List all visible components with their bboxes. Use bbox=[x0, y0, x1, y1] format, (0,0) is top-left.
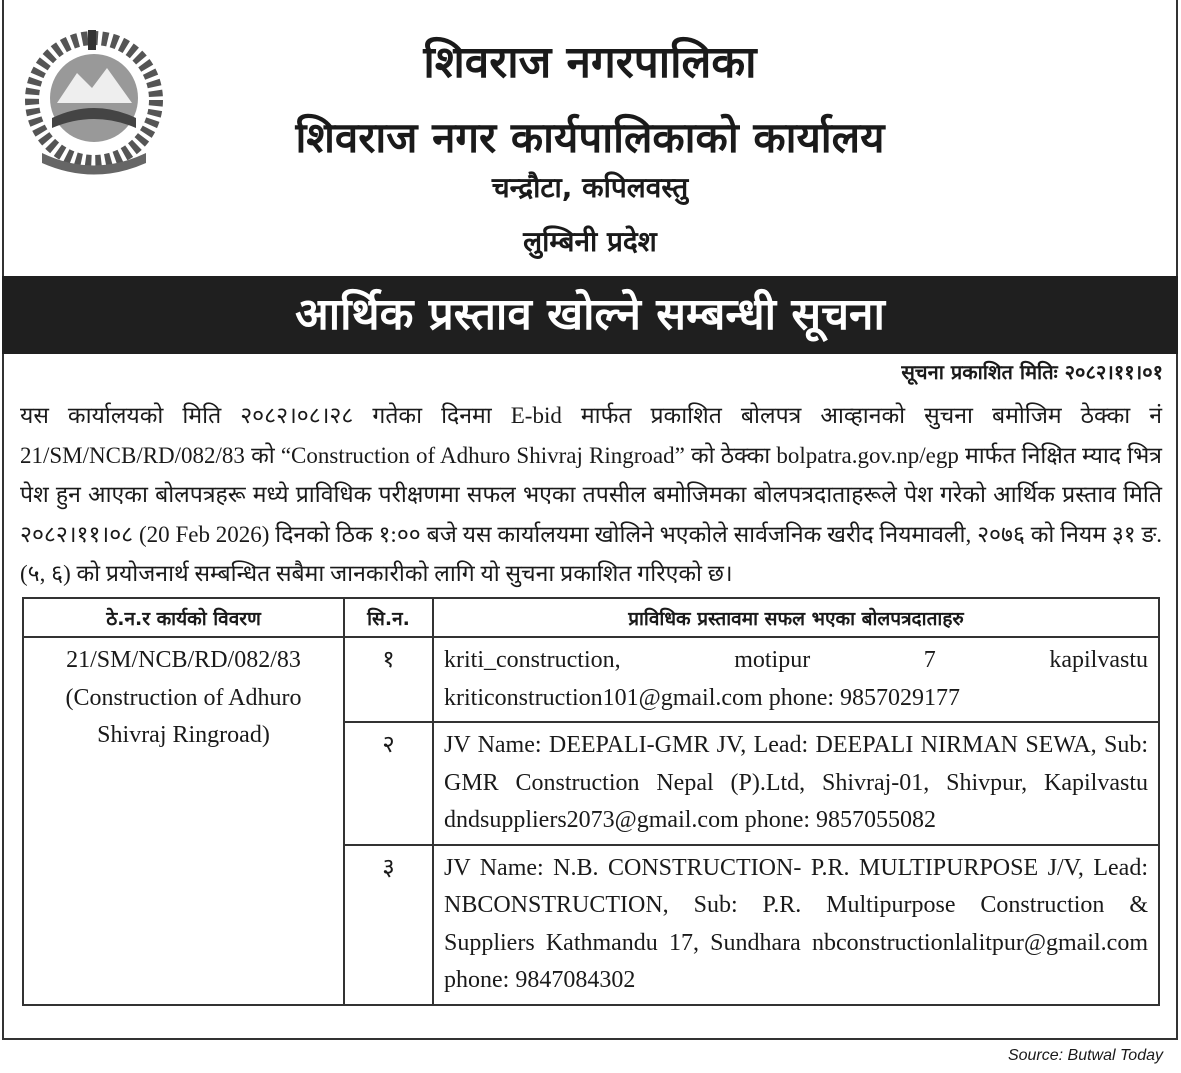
table-row bbox=[23, 637, 1159, 722]
bidder-cell: kriti_construction, motipur 7 kapilvastu kriticonstruction101@gmail.com phone: 9857029177 bbox=[433, 637, 1159, 722]
sn-cell: १ bbox=[344, 637, 433, 722]
notice-body: यस कार्यालयको मिति २०८२।०८।२८ गतेका दिनमा E-bid मार्फत प्रकाशित बोलपत्र आव्हानको सुचना बमोजिम ठेक्का नं 21/SM/NCB/RD/082/83 को “Construction of Adhuro Shivraj Ringroad” को ठेक्का bolpatra.gov.np/egp मार्फत निक्षित म्याद भित्र पेश हुन आएका बोलपत्रहरू मध्ये प्राविधिक परीक्षणमा सफल भएका तपसील बमोजिमका बोलपत्रदाताहरूले पेश गरेको आर्थिक प्रस्ताव मिति २०८२।११।०८ (20 Feb 2026) दिनको ठिक १:०० बजे यस कार्यालयमा खोलिने भएकोले सार्वजनिक खरीद नियमावली, २०७६ को नियम ३१ ङ. (५, ६) को प्रयोजनार्थ सम्बन्धित सबैमा जानकारीको लागि यो सुचना प्रकाशित गरिएको छ। bbox=[20, 403, 1162, 586]
office-title: शिवराज नगर कार्यपालिकाको कार्यालय bbox=[295, 113, 885, 162]
municipality-title: शिवराज नगरपालिका bbox=[423, 37, 757, 88]
header-contract: ठे.न.र कार्यको विवरण bbox=[23, 598, 344, 637]
sn-cell: ३ bbox=[344, 845, 433, 1005]
header-sn: सि.न. bbox=[344, 598, 433, 637]
address: चन्द्रौटा, कपिलवस्तु bbox=[491, 171, 689, 204]
sn-cell: २ bbox=[344, 722, 433, 845]
notice-banner: आर्थिक प्रस्ताव खोल्ने सम्बन्धी सूचना bbox=[2, 276, 1178, 354]
bidder-cell: JV Name: DEEPALI-GMR JV, Lead: DEEPALI NIRMAN SEWA, Sub: GMR Construction Nepal (P).Ltd, Shivraj-01, Shivpur, Kapilvastu dndsuppliers2073@gmail.com phone: 9857055082 bbox=[433, 722, 1159, 845]
nepal-emblem-icon bbox=[22, 28, 167, 178]
bidder-cell: JV Name: N.B. CONSTRUCTION- P.R. MULTIPURPOSE J/V, Lead: NBCONSTRUCTION, Sub: P.R. Multipurpose Construction & Suppliers Kathmandu 17, Sundhara nbconstructionlalitpur@gmail.com phone: 9847084302 bbox=[433, 845, 1159, 1005]
published-date: सूचना प्रकाशित मितिः २०८२।११।०१ bbox=[901, 360, 1163, 384]
province: लुम्बिनी प्रदेश bbox=[523, 225, 657, 258]
bidders-table bbox=[22, 597, 1160, 1006]
table-header-row bbox=[23, 598, 1159, 637]
contract-cell: 21/SM/NCB/RD/082/83 (Construction of Adhuro Shivraj Ringroad) bbox=[23, 637, 344, 1005]
header-bidders: प्राविधिक प्रस्तावमा सफल भएका बोलपत्रदाताहरु bbox=[433, 598, 1159, 637]
source-credit: Source: Butwal Today bbox=[1007, 1047, 1163, 1064]
